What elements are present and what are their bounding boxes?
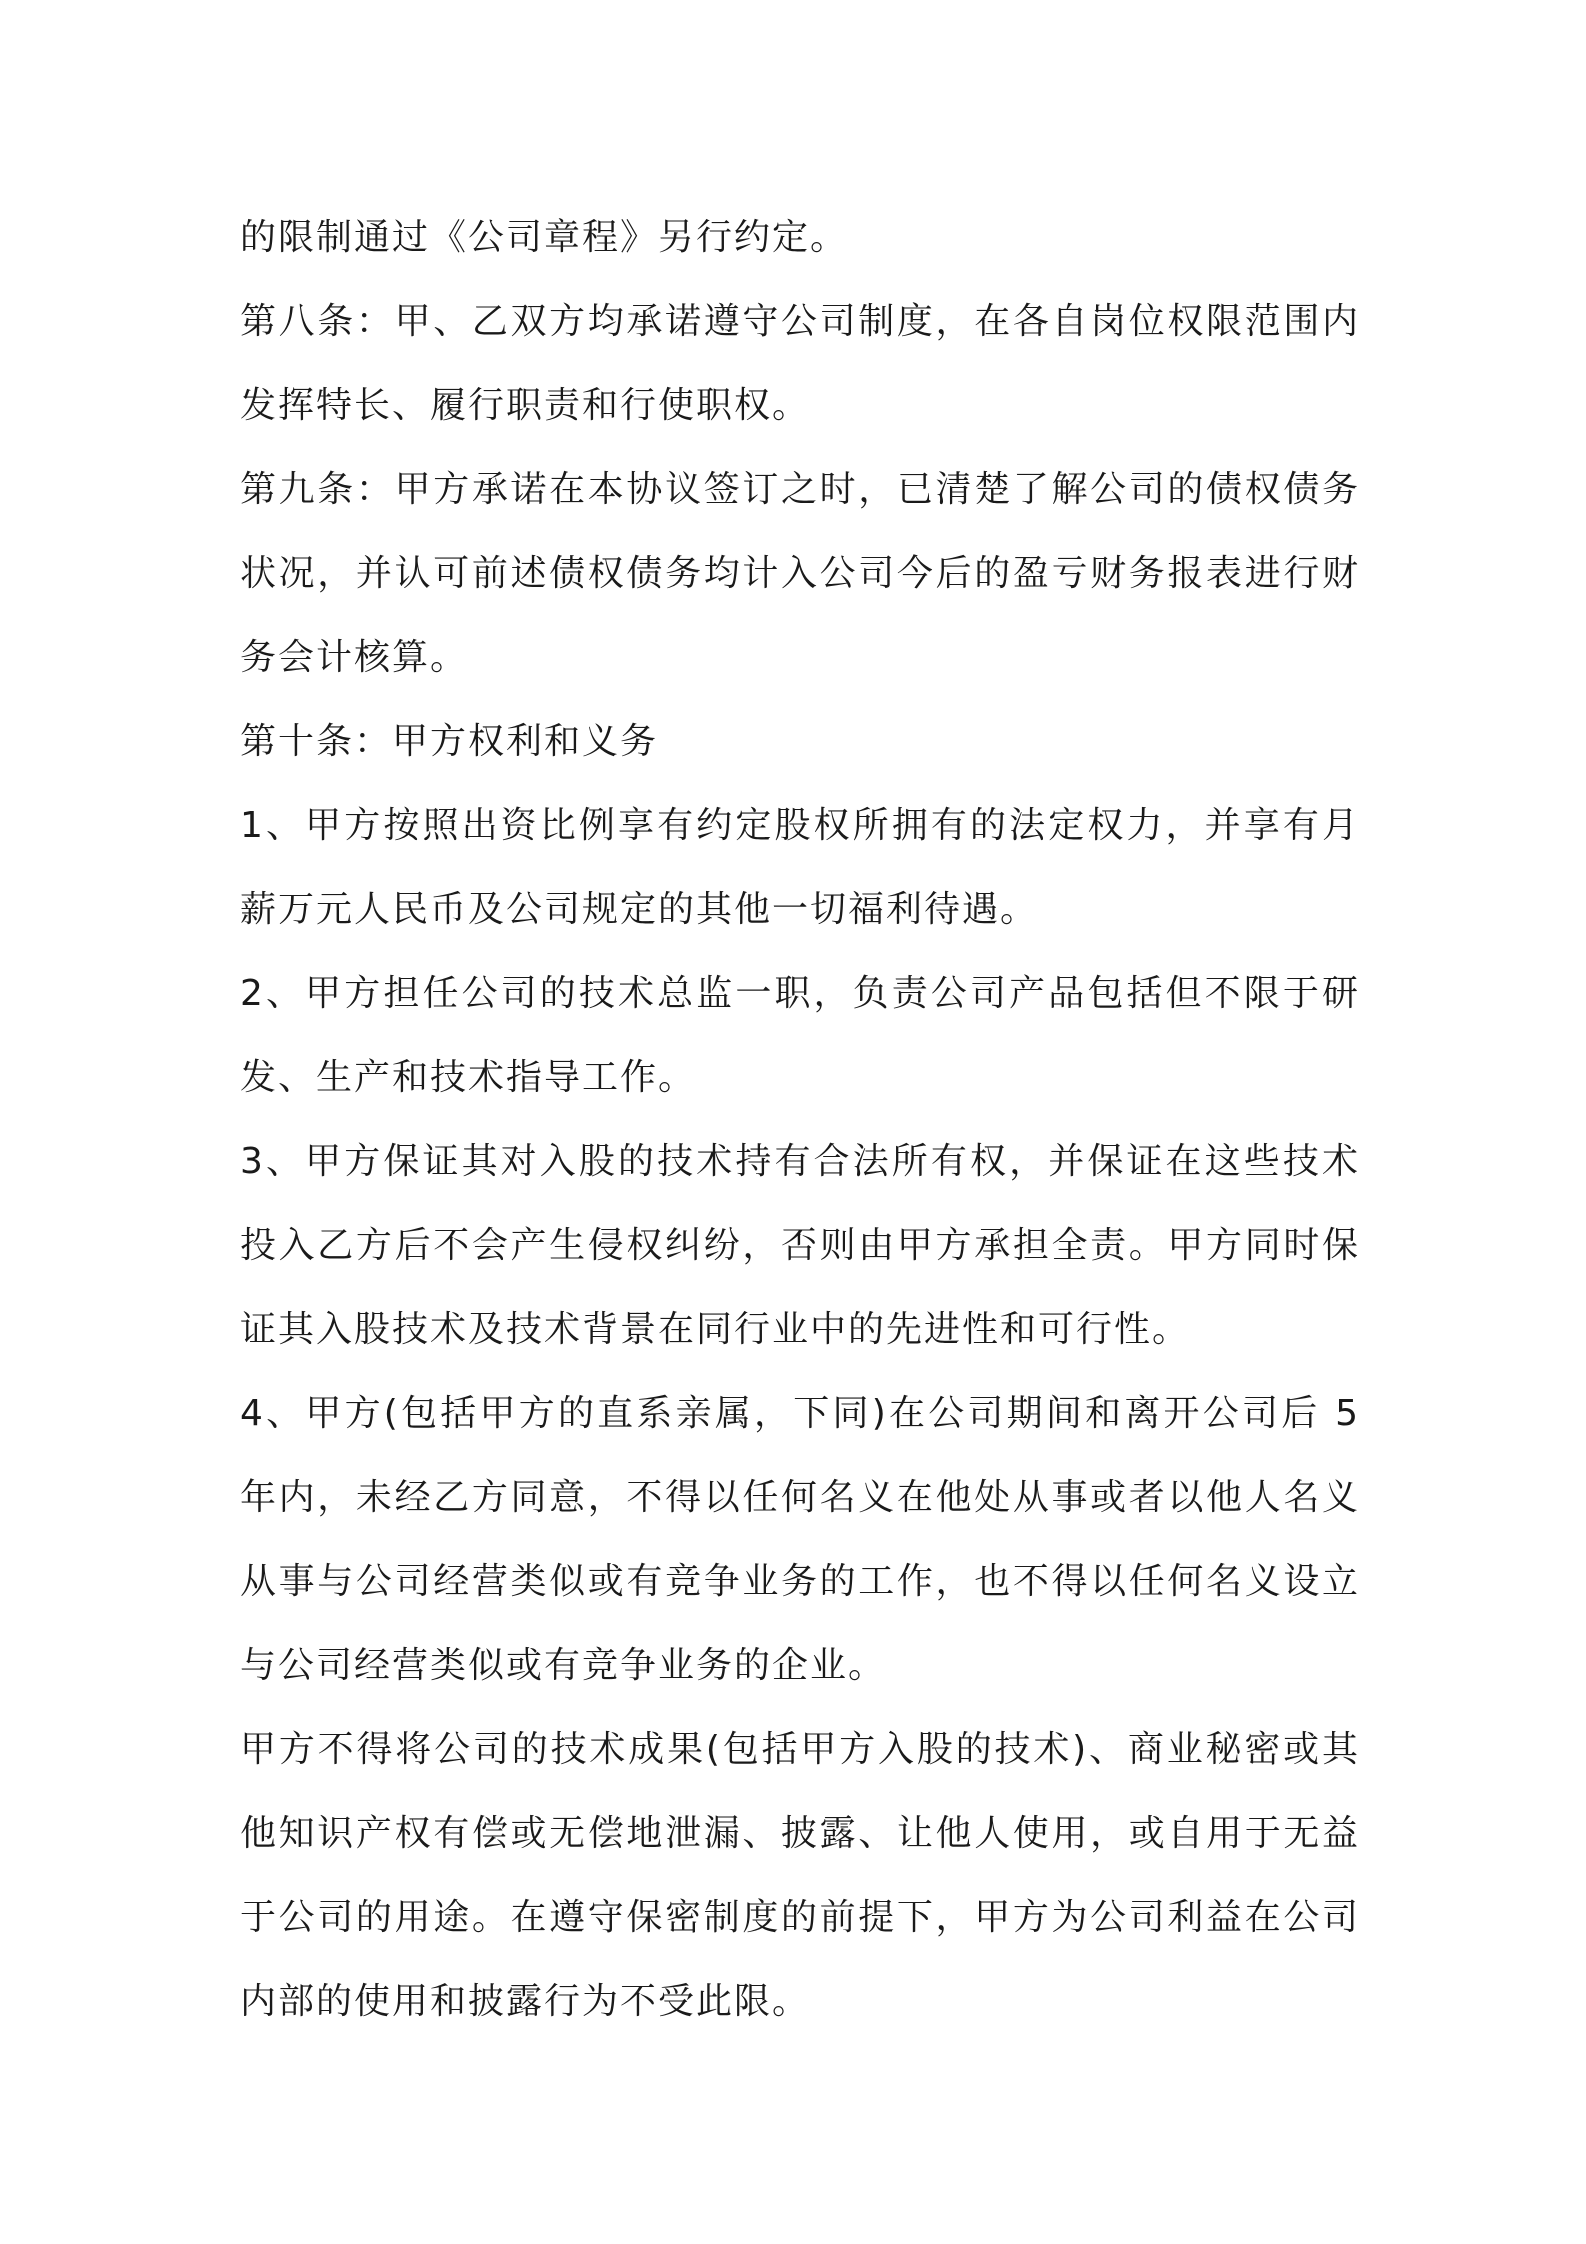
paragraph-article-9: 第九条：甲方承诺在本协议签订之时，已清楚了解公司的债权债务状况，并认可前述债权债务均计入公司今后的盈亏财务报表进行财务会计核算。 [240, 469, 1360, 678]
paragraph-article-8: 第八条：甲、乙双方均承诺遵守公司制度，在各自岗位权限范围内发挥特长、履行职责和行使职权。 [240, 301, 1360, 426]
paragraph-clause-1: 1、甲方按照出资比例享有约定股权所拥有的法定权力，并享有月薪万元人民币及公司规定的其他一切福利待遇。 [240, 805, 1360, 930]
paragraph-clause-2: 2、甲方担任公司的技术总监一职，负责公司产品包括但不限于研发、生产和技术指导工作。 [240, 973, 1360, 1098]
document-body [240, 196, 1360, 2044]
paragraph-confidentiality: 甲方不得将公司的技术成果(包括甲方入股的技术)、商业秘密或其他知识产权有偿或无偿地泄漏、披露、让他人使用，或自用于无益于公司的用途。在遵守保密制度的前提下，甲方为公司利益在公司内部的使用和披露行为不受此限。 [240, 1729, 1360, 2022]
paragraph-clause-3: 3、甲方保证其对入股的技术持有合法所有权，并保证在这些技术投入乙方后不会产生侵权纠纷，否则由甲方承担全责。甲方同时保证其入股技术及技术背景在同行业中的先进性和可行性。 [240, 1141, 1360, 1350]
paragraph-article-10-heading: 第十条：甲方权利和义务 [240, 721, 659, 762]
paragraph-article-7-continuation: 的限制通过《公司章程》另行约定。 [240, 217, 849, 258]
paragraph-clause-4: 4、甲方(包括甲方的直系亲属，下同)在公司期间和离开公司后 5 年内，未经乙方同意，不得以任何名义在他处从事或者以他人名义从事与公司经营类似或有竞争业务的工作，也不得以任何名义设立与公司经营类似或有竞争业务的企业。 [240, 1393, 1360, 1686]
